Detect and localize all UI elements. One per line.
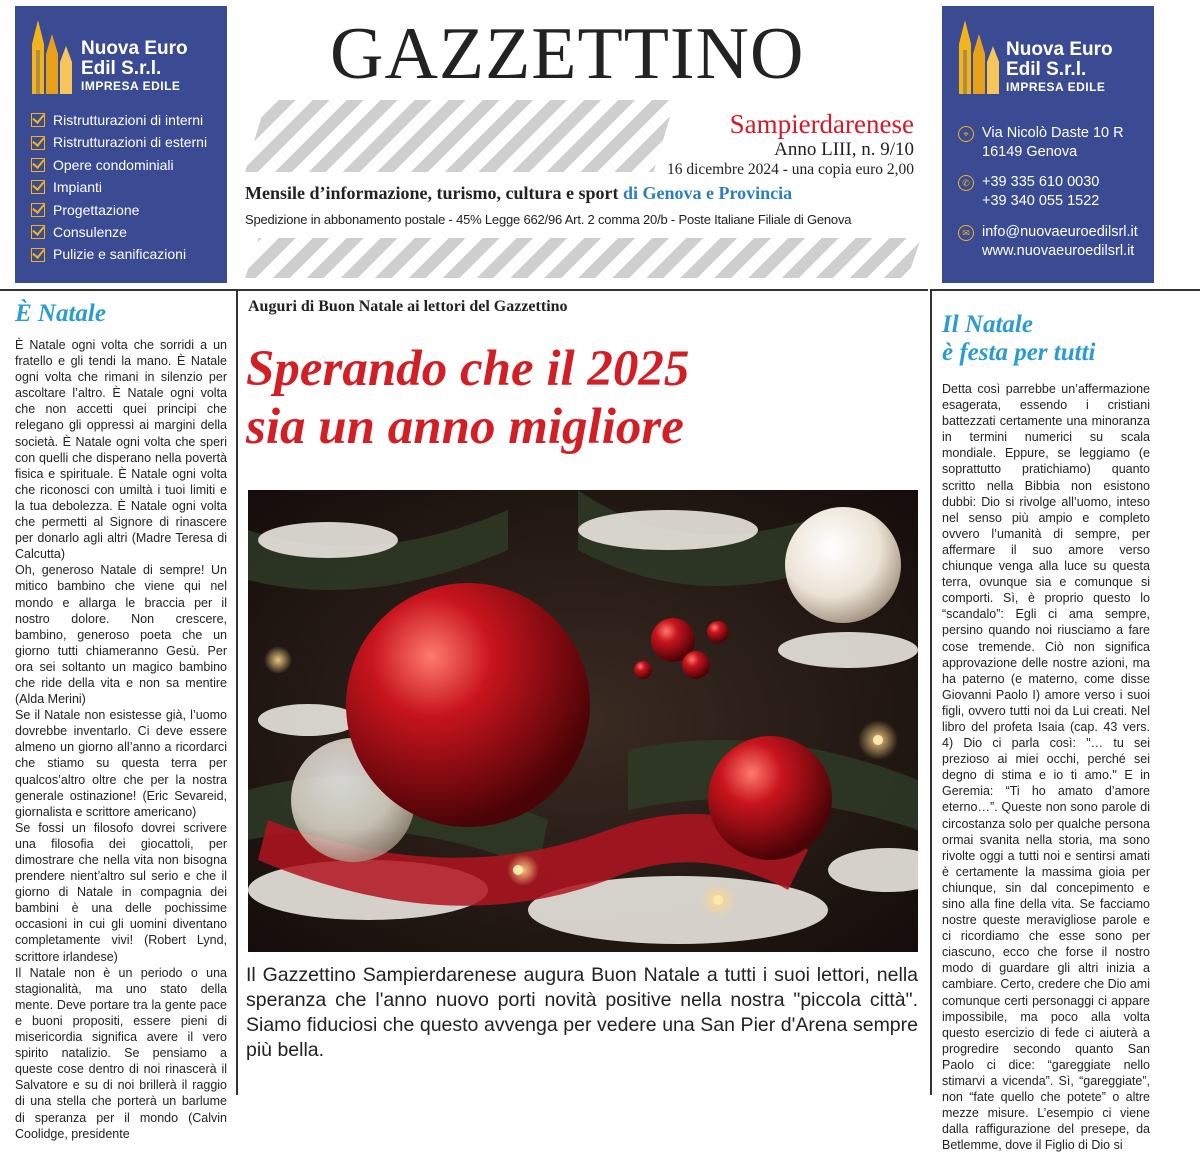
phone-number[interactable]: +39 340 055 1522	[982, 193, 1100, 209]
paragraph: Oh, generoso Natale di sempre! Un mitico bambino che viene qui nel mondo e allarga le braccia per il nostro dolore. Non crescere, bambino, generoso poeta che un giorno tutti chiameranno Gesù. Per ora sei soltanto un magico bambino che ride della vita e non sa mentire (Alda Merini)	[15, 563, 227, 707]
column-rule	[932, 289, 1200, 291]
decorative-stripes	[245, 238, 921, 278]
article-headline	[246, 340, 689, 456]
service-item: Pulizie e sanificazioni	[31, 243, 207, 265]
address-city: 16149 Genova	[982, 144, 1078, 160]
brand-line1: Nuova Euro	[81, 38, 188, 59]
paragraph: Se il Natale non esistesse già, l’uomo dovrebbe inventarlo. Ci deve essere almeno un giorno all’anno a ricordarci che stiamo su questa terra per qualcos’altro oltre che per la nostra generale ostinazione! (Eric Sevareid, giornalista e scrittore americano)	[15, 708, 227, 819]
checkbox-icon	[31, 136, 45, 150]
address-block	[958, 124, 1124, 162]
christmas-tree-photo	[248, 490, 918, 952]
masthead-tagline	[245, 183, 792, 204]
brand-line2: Edil S.r.l.	[1006, 58, 1087, 80]
service-item: Ristrutturazioni di interni	[31, 109, 207, 131]
tagline-main: Mensile d’informazione, turismo, cultura e sport	[245, 183, 619, 203]
website-link[interactable]: www.nuovaeuroedilsrl.it	[982, 243, 1135, 259]
service-item: Opere condominiali	[31, 154, 207, 176]
service-item: Progettazione	[31, 199, 207, 221]
phone-block	[958, 173, 1099, 211]
newspaper-subtitle: Sampierdarenese	[729, 109, 914, 139]
brand-name	[1006, 40, 1113, 93]
tagline-highlight: di Genova e Provincia	[622, 183, 793, 203]
paragraph: Se fossi un filosofo dovrei scrivere una filosofia dei giocattoli, per dimostrare che nella vita non bisogna prendere nient’altro sul serio e che il giorno di Natale in compagnia dei bambini è una delle pochissime occasioni in cui gli uomini diventano completamente vivi! (Robert Lynd, scrittore irlandese)	[15, 820, 227, 964]
advertisement-left[interactable]	[15, 6, 227, 283]
issue-number: Anno LIII, n. 9/10	[774, 139, 914, 160]
paragraph: Detta così parrebbe un’affermazione esagerata, essendo i cristiani battezzati certamente una minoranza in termini numerici su scala mondiale. Eppure, se leggiamo (e soprattutto pratichiamo) quanto scritto nella Bibbia non esistono dubbi: Dio si rivolge all’uomo, inteso nel senso più ampio e completo ovvero l’umanità di sempre, per affermare il suo amore verso chiunque venga alla luce su questa terra, ovunque sia e comunque si comporti. Sì, è proprio questo lo “scandalo”: Egli ci ama sempre, persino quando noi riusciamo a fare cose tremende. Ciò non significa approvazione delle nostre azioni, ma ha paterno (e materno, come disse Giovanni Paolo I) amore verso i suoi figli, ovvero tutti noi da Lui creati. Nel libro del profeta Isaia (cap. 43 vers. 4) Dio ci parla così: "… tu sei prezioso ai miei occhi, perché sei degno di stima e io ti amo." E in Geremia: “Ti ho amato d’amore eterno…”. Queste non sono parole di circostanza solo per qualche persona ormai svanita nella storia, ma sono rivolte oggi a tutti noi e sentirsi amati è certamente la massima gioia per chiunque, sin dal concepimento e sino alla fine della vita. Se facciamo nostre queste meravigliose parole e ci ricordiamo che esse sono per ciascuno, ecco che forse il nostro modo di guardare gli altri inizia a cambiare. Certo, credere che Dio ami comunque certi personaggi ci appare impossibile, ma poco alla volta questo esercizio di fede ci aiuterà a progredire secondo quanto San Paolo ci dice: “gareggiate nello stimarvi a vicenda”. Sì, “gareggiate”, non “fate quello che potete” o altre mezze misure. L’esempio ci viene dalla raffigurazione del presepe, da Betlemme, dove il Figlio di Dio si	[942, 382, 1150, 1153]
heading-line: è festa per tutti	[942, 339, 1096, 366]
email-link[interactable]: info@nuovaeuroedilsrl.it	[982, 224, 1138, 240]
service-item: Ristrutturazioni di esterni	[31, 131, 207, 153]
paragraph: È Natale ogni volta che sorridi a un fratello e gli tendi la mano. È Natale ogni volta che rimani in silenzio per ascoltare l’altro. È Natale ogni volta che non accetti quei principi che relegano gli oppressi ai margini della società. È Natale ogni volta che speri con quelli che disperano nella povertà fisica e spirituale. È Natale ogni volta che riconosci con umiltà i tuoi limiti e la tua debolezza. È Natale ogni volta che permetti al Signore di rinascere per donarlo agli altri (Madre Teresa di Calcutta)	[15, 338, 227, 562]
column-rule	[238, 289, 928, 291]
phone-number[interactable]: +39 335 610 0030	[982, 174, 1100, 190]
paragraph: Il Natale non è un periodo o una stagionalità, ma uno stato della mente. Deve portare tra la gente pace e buoni propositi, essere pieni di misericordia significa avere il vero spirito natalizio. Se pensiamo a queste cose dentro di noi rinascerà il Salvatore e su di noi brillerà il raggio di una stella che porterà un barlume di speranza per il mondo (Calvin Coolidge, presidente	[15, 965, 227, 1141]
newspaper-title: GAZZETTINO	[330, 13, 805, 95]
checkbox-icon	[31, 113, 45, 127]
heading-line: Il Natale	[942, 311, 1033, 338]
brand-name	[81, 39, 188, 92]
brand-tagline: IMPRESA EDILE	[81, 78, 181, 93]
postal-notice: Spedizione in abbonamento postale - 45% Legge 662/96 Art. 2 comma 20/b - Poste Italiane Filiale di Genova	[245, 212, 852, 227]
left-column-heading: È Natale	[15, 300, 106, 327]
building-logo-icon	[30, 20, 72, 94]
location-pin-icon: ⌖	[958, 126, 974, 142]
brand-tagline: IMPRESA EDILE	[1006, 79, 1106, 94]
christmas-ornaments-image	[248, 490, 918, 952]
column-divider	[236, 289, 238, 1095]
checkbox-icon	[31, 180, 45, 194]
brand-line2: Edil S.r.l.	[81, 57, 162, 79]
article-lead: Il Gazzettino Sampierdarenese augura Buon Natale a tutti i suoi lettori, nella speranza che l'anno nuovo porti novità positive nella nostra "piccola città". Siamo fiduciosi che questo avvenga per vedere una San Pier d'Arena sempre più bella.	[246, 964, 918, 1061]
right-column-heading	[942, 311, 1095, 367]
email-icon: ✉	[958, 225, 974, 241]
service-item: Consulenze	[31, 221, 207, 243]
brand-line1: Nuova Euro	[1006, 39, 1113, 60]
article-kicker: Auguri di Buon Natale ai lettori del Gazzettino	[248, 298, 568, 315]
services-list	[31, 109, 207, 266]
column-divider	[930, 289, 932, 1095]
decorative-stripes	[245, 100, 675, 172]
headline-line: Sperando che il 2025	[246, 341, 690, 397]
headline-line: sia un anno migliore	[246, 399, 684, 455]
issue-date-price: 16 dicembre 2024 - una copia euro 2,00	[666, 161, 914, 178]
phone-icon: ✆	[958, 175, 974, 191]
left-column-body	[15, 337, 227, 1142]
checkbox-icon	[31, 158, 45, 172]
web-block	[958, 223, 1138, 261]
checkbox-icon	[31, 203, 45, 217]
advertisement-right[interactable]	[942, 6, 1154, 283]
checkbox-icon	[31, 248, 45, 262]
checkbox-icon	[31, 225, 45, 239]
service-item: Impianti	[31, 176, 207, 198]
right-column-body	[942, 381, 1150, 1154]
building-logo-icon	[957, 20, 999, 94]
address-line: Via Nicolò Daste 10 R	[982, 125, 1124, 141]
column-rule	[0, 289, 236, 291]
